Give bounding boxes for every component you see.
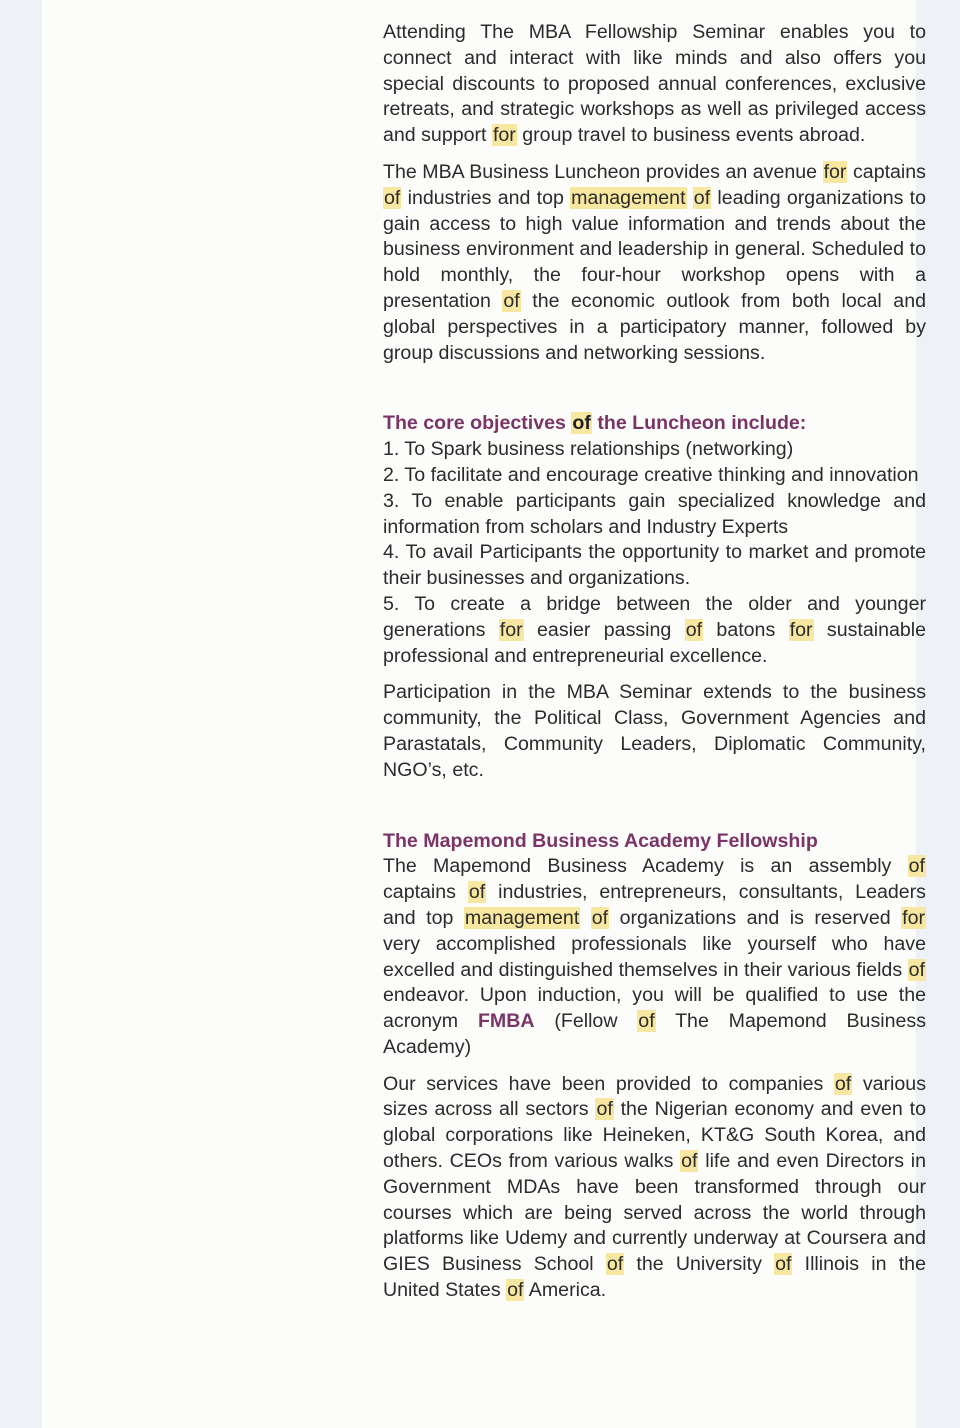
search-highlight: of bbox=[834, 1072, 852, 1095]
search-highlight: for bbox=[499, 618, 523, 641]
search-highlight: for bbox=[902, 906, 925, 929]
text-column bbox=[383, 20, 926, 1304]
objective-item: 1. To Spark business relationships (networking) bbox=[383, 438, 794, 461]
objective-item: 3. To enable participants gain specialized knowledge and information from scholars and Industry Experts bbox=[383, 489, 926, 538]
paragraph-seminar: Attending The MBA Fellowship Seminar enables you to connect and interact with like minds and also offers you special discounts to proposed annual conferences, exclusive retreats, and strategic workshops as well as privileged access and support for group travel to business events abroad. bbox=[383, 21, 926, 147]
objectives-heading: The core objectives of the Luncheon include: bbox=[383, 412, 807, 435]
search-highlight: of bbox=[908, 855, 925, 878]
search-highlight: of bbox=[468, 881, 486, 904]
paragraph-luncheon: The MBA Business Luncheon provides an avenue for captains of industries and top management of leading organizations to gain access to high value information and trends about the business environment and leadership in general. Scheduled to hold monthly, the four-hour workshop opens with a presentation of the economic outlook from both local and global perspectives in a participatory manner, followed by group discussions and networking sessions. bbox=[383, 160, 926, 364]
fmba-acronym: FMBA bbox=[477, 1010, 535, 1033]
search-highlight: of bbox=[681, 1150, 698, 1173]
objective-item: 4. To avail Participants the opportunity to market and promote their businesses and organizations. bbox=[383, 541, 926, 590]
paragraph-participation: Participation in the MBA Seminar extends to the business community, the Political Class, Government Agencies and Parastatals, Community Leaders, Diplomatic Community, NGO’s, etc. bbox=[383, 681, 926, 781]
fellowship-heading: The Mapemond Business Academy Fellowship bbox=[383, 829, 818, 852]
objective-item: 2. To facilitate and encourage creative thinking and innovation bbox=[383, 463, 919, 486]
search-highlight: management bbox=[464, 906, 580, 929]
search-highlight: of bbox=[775, 1253, 792, 1276]
search-highlight: for bbox=[823, 160, 847, 183]
search-highlight: of bbox=[685, 618, 703, 641]
search-highlight: of bbox=[908, 958, 925, 981]
paragraph-fellowship: The Mapemond Business Academy is an assembly of captains of industries, entrepreneurs, consultants, Leaders and top management of organizations and is reserved for very accomplished professionals like yourself who have excelled and distinguished themselves in their various fields of endeavor. Upon induction, you will be qualified to use the acronym FMBA (Fellow of The Mapemond Business Academy) bbox=[383, 855, 926, 1058]
document-page bbox=[42, 0, 927, 1428]
search-highlight: for bbox=[789, 618, 813, 641]
objective-item: 5. To create a bridge between the older and younger generations for easier passing of batons for sustainable professional and entrepreneurial excellence. bbox=[383, 592, 927, 667]
search-highlight: of bbox=[507, 1279, 524, 1302]
search-highlight: management bbox=[571, 186, 686, 209]
search-highlight: of bbox=[596, 1098, 613, 1121]
search-highlight: of bbox=[693, 186, 711, 209]
search-highlight: of bbox=[503, 289, 520, 312]
search-highlight: of bbox=[638, 1010, 655, 1033]
search-highlight: of bbox=[606, 1253, 624, 1276]
search-highlight: for bbox=[492, 124, 516, 147]
paragraph-services: Our services have been provided to companies of various sizes across all sectors of the Nigerian economy and even to global corporations like Heineken, KT&G South Korea, and others. CEOs from various walks of life and even Directors in Government MDAs have been transformed through our courses which are being served across the world through platforms like Udemy and currently underway at Coursera and GIES Business School of the University of Illinois in the United States of America. bbox=[383, 1072, 926, 1302]
search-highlight: of bbox=[384, 186, 401, 209]
search-highlight: of bbox=[591, 906, 609, 929]
search-highlight: of bbox=[572, 412, 591, 435]
